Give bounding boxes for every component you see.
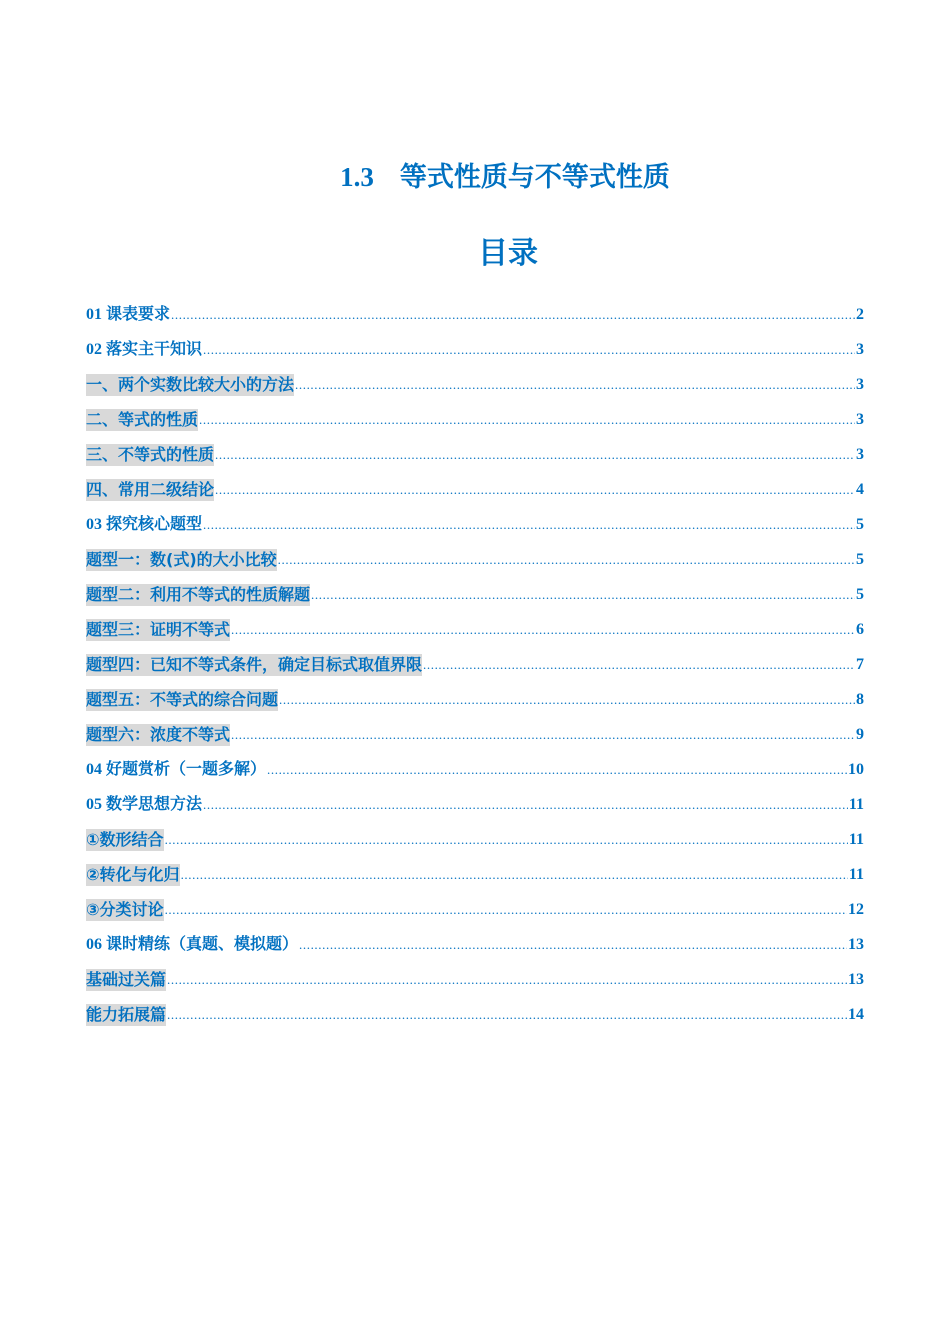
- toc-page-number: 3: [856, 376, 864, 393]
- toc-dot-leader: [215, 472, 855, 507]
- toc-entry[interactable]: [86, 822, 864, 857]
- toc-entry-label[interactable]: [86, 892, 164, 927]
- section-number: 1.3: [340, 162, 374, 192]
- toc-dot-leader: [295, 367, 855, 402]
- toc-entry-text: 题型二：利用不等式的性质解题: [86, 585, 311, 604]
- toc-entry[interactable]: [86, 787, 864, 822]
- toc-page-number: 13: [848, 936, 864, 953]
- toc-entry-label[interactable]: [86, 682, 278, 717]
- toc-entry[interactable]: [86, 997, 864, 1032]
- toc-entry[interactable]: [86, 612, 864, 647]
- title-text: 等式性质与不等式性质: [399, 162, 670, 193]
- toc-page-number: 3: [856, 411, 864, 428]
- toc-entry[interactable]: [86, 857, 864, 892]
- toc-dot-leader: [423, 647, 855, 682]
- toc-dot-leader: [171, 297, 855, 332]
- toc-entry-label[interactable]: [86, 472, 214, 507]
- toc-entry-text: 03 探究核心题型: [86, 516, 203, 533]
- toc-dot-leader: [279, 682, 855, 717]
- document-title: [0, 155, 950, 194]
- toc-entry[interactable]: [86, 647, 864, 682]
- toc-entry-label[interactable]: [86, 822, 164, 857]
- toc-entry[interactable]: [86, 892, 864, 927]
- toc-entry-text: 三、不等式的性质: [86, 445, 215, 464]
- toc-entry-text: 四、常用二级结论: [86, 480, 215, 499]
- toc-page-number: 3: [856, 446, 864, 463]
- toc-entry-label[interactable]: [86, 962, 166, 997]
- toc-entry[interactable]: [86, 507, 864, 542]
- toc-entry-text: 题型三：证明不等式: [86, 620, 231, 639]
- toc-entry-text: 01 课表要求: [86, 306, 171, 323]
- toc-page-number: 11: [848, 796, 864, 813]
- toc-dot-leader: [181, 857, 848, 892]
- toc-entry-label[interactable]: [86, 507, 202, 542]
- toc-entry-text: ③分类讨论: [86, 900, 164, 919]
- toc-dot-leader: [167, 962, 847, 997]
- toc-entry-label[interactable]: [86, 927, 298, 962]
- toc-entry[interactable]: [86, 752, 864, 787]
- toc-entry-text: 题型四：已知不等式条件，确定目标式取值界限: [86, 655, 423, 674]
- toc-entry-label[interactable]: [86, 717, 230, 752]
- toc-dot-leader: [231, 612, 855, 647]
- toc-dot-leader: [267, 752, 847, 787]
- toc-page-number: 14: [848, 1006, 864, 1023]
- toc-entry-label[interactable]: [86, 437, 214, 472]
- toc-page-number: 5: [856, 551, 864, 568]
- toc-dot-leader: [311, 577, 855, 612]
- toc-entry[interactable]: [86, 402, 864, 437]
- toc-entry-label[interactable]: [86, 647, 422, 682]
- toc-page-number: 8: [856, 691, 864, 708]
- toc-entry-text: 05 数学思想方法: [86, 796, 203, 813]
- toc-dot-leader: [215, 437, 855, 472]
- table-of-contents: [86, 297, 864, 1032]
- toc-entry-text: 06 课时精练（真题、模拟题）: [86, 936, 299, 953]
- toc-entry[interactable]: [86, 332, 864, 367]
- toc-entry-label[interactable]: [86, 332, 202, 367]
- toc-page-number: 4: [856, 481, 864, 498]
- toc-entry-label[interactable]: [86, 577, 310, 612]
- toc-entry[interactable]: [86, 962, 864, 997]
- toc-entry-text: 题型六：浓度不等式: [86, 725, 231, 744]
- toc-entry-label[interactable]: [86, 997, 166, 1032]
- toc-entry-text: 基础过关篇: [86, 970, 167, 989]
- toc-dot-leader: [199, 402, 855, 437]
- toc-entry-label[interactable]: [86, 367, 294, 402]
- toc-entry-text: 一、两个实数比较大小的方法: [86, 375, 295, 394]
- toc-entry-label[interactable]: [86, 297, 170, 332]
- toc-dot-leader: [203, 332, 855, 367]
- toc-page-number: 9: [856, 726, 864, 743]
- toc-page-number: 12: [848, 901, 864, 918]
- toc-entry[interactable]: [86, 682, 864, 717]
- toc-page-number: 6: [856, 621, 864, 638]
- toc-entry-text: ②转化与化归: [86, 865, 180, 884]
- toc-entry[interactable]: [86, 297, 864, 332]
- toc-page-number: 3: [856, 341, 864, 358]
- toc-entry-text: 02 落实主干知识: [86, 341, 203, 358]
- toc-dot-leader: [203, 507, 855, 542]
- toc-page-number: 10: [848, 761, 864, 778]
- toc-entry-text: 能力拓展篇: [86, 1005, 167, 1024]
- toc-entry-text: 题型一：数(式)的大小比较: [86, 550, 277, 569]
- toc-entry-label[interactable]: [86, 857, 180, 892]
- toc-page-number: 5: [856, 516, 864, 533]
- toc-entry-label[interactable]: [86, 612, 230, 647]
- toc-page-number: 7: [856, 656, 864, 673]
- toc-entry-label[interactable]: [86, 752, 266, 787]
- toc-dot-leader: [165, 822, 848, 857]
- toc-dot-leader: [165, 892, 847, 927]
- toc-page-number: 11: [848, 831, 864, 848]
- toc-page-number: 13: [848, 971, 864, 988]
- toc-entry-label[interactable]: [86, 402, 198, 437]
- toc-entry[interactable]: [86, 577, 864, 612]
- toc-page-number: 2: [856, 306, 864, 323]
- toc-heading: 目录: [478, 236, 538, 271]
- toc-dot-leader: [203, 787, 848, 822]
- toc-entry-text: 二、等式的性质: [86, 410, 199, 429]
- toc-page-number: 5: [856, 586, 864, 603]
- toc-dot-leader: [278, 542, 855, 577]
- toc-entry-label[interactable]: [86, 542, 277, 577]
- toc-entry-label[interactable]: [86, 787, 202, 822]
- toc-entry-text: ①数形结合: [86, 830, 164, 849]
- toc-dot-leader: [231, 717, 855, 752]
- toc-entry-text: 04 好题赏析（一题多解）: [86, 761, 267, 778]
- toc-entry[interactable]: [86, 542, 864, 577]
- toc-entry[interactable]: [86, 717, 864, 752]
- toc-entry[interactable]: [86, 437, 864, 472]
- toc-page-number: 11: [848, 866, 864, 883]
- toc-entry[interactable]: [86, 472, 864, 507]
- toc-entry[interactable]: [86, 367, 864, 402]
- toc-entry-text: 题型五：不等式的综合问题: [86, 690, 279, 709]
- toc-dot-leader: [299, 927, 847, 962]
- toc-dot-leader: [167, 997, 847, 1032]
- toc-entry[interactable]: [86, 927, 864, 962]
